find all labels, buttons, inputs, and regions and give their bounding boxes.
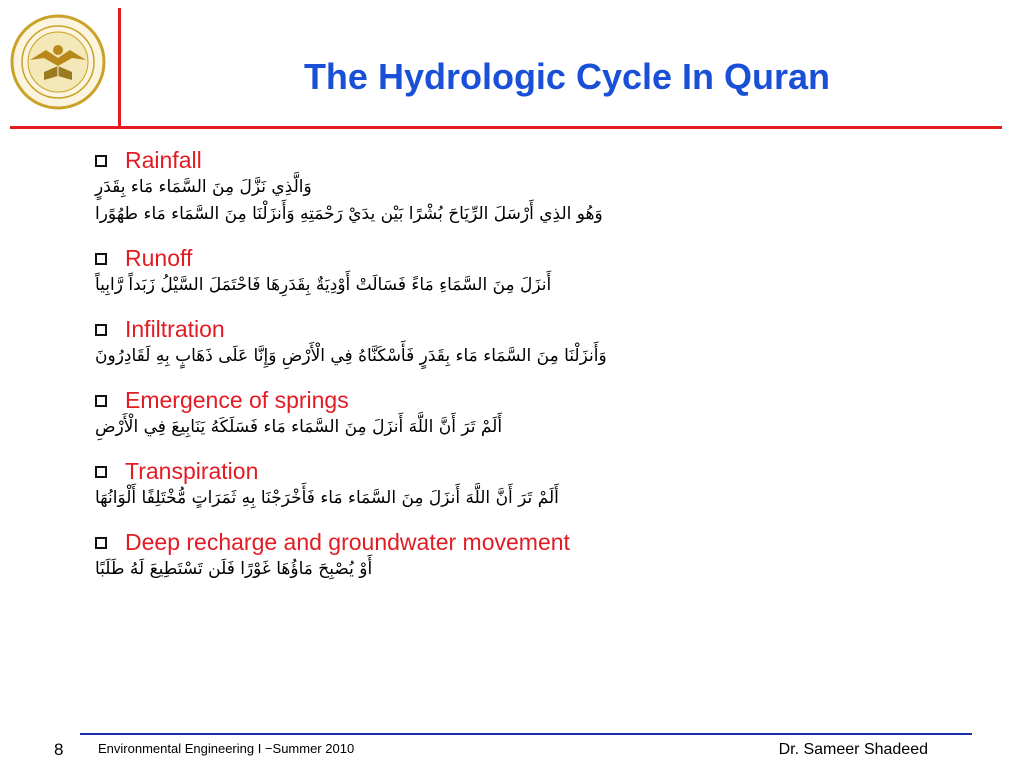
verse-text: وَأَنزَلْنَا مِنَ السَّمَاء مَاء بِقَدَرٍ فَأَسْكَنَّاهُ فِي الْأَرْضِ وَإِنَّا عَلَى ذَهَابٍ بِهِ لَقَادِرُونَ (95, 346, 607, 366)
heading-deep-recharge: Deep recharge and groundwater movement (125, 528, 570, 555)
heading-emergence-of-springs: Emergence of springs (125, 386, 349, 413)
verse-text: وَهُو الذِي أَرْسَلَ الرِّيَاحَ بُشْرًا بَيْن يدَيْ رَحْمَتِهِ وَأَنزَلْنَا مِنَ السَّمَاء مَاء طهُوًرا (95, 204, 603, 224)
footer-author: Dr. Sameer Shadeed (778, 741, 928, 758)
university-seal-icon (10, 14, 106, 110)
heading-rainfall: Rainfall (125, 146, 202, 173)
heading-runoff: Runoff (125, 244, 193, 271)
verse-text: أَوْ يُصْبِحَ مَاؤُهَا غَوْرًا فَلَن تَسْتَطِيعَ لَهُ طَلَبًا (95, 559, 373, 579)
checkbox-bullet-icon (95, 466, 107, 478)
list-item-deep-recharge (95, 528, 795, 583)
checkbox-bullet-icon (95, 155, 107, 167)
list-item-rainfall (95, 146, 795, 228)
list-item-heading (95, 146, 795, 174)
verse-text: أَنزَلَ مِنَ السَّمَاءِ مَاءً فَسَالَتْ أَوْدِيَةٌ بِقَدَرِهَا فَاحْتَمَلَ السَّيْلُ زَبَداً رَّابِياً (95, 275, 552, 295)
verse-text: أَلَمْ تَرَ أَنَّ اللَّهَ أَنزَلَ مِنَ السَّمَاء مَاء فَأَخْرَجْنَا بِهِ ثَمَرَاتٍ مُّخْتَلِفًا أَلْوَانُهَا (95, 488, 559, 508)
list-item-heading (95, 244, 795, 272)
slide-content (95, 146, 795, 599)
checkbox-bullet-icon (95, 324, 107, 336)
verse-text: وَالَّذِي نَزَّلَ مِنَ السَّمَاء مَاء بِقَدَرٍ (95, 177, 312, 197)
footer-course: Environmental Engineering I −Summer 2010 (98, 741, 355, 756)
list-item-infiltration (95, 315, 795, 370)
verse-text: أَلَمْ تَرَ أَنَّ اللَّهَ أَنزَلَ مِنَ السَّمَاء مَاء فَسَلَكَهُ يَنَابِيعَ فِي الْأَرْضِ (95, 417, 503, 437)
list-item-heading (95, 315, 795, 343)
list-item-transpiration (95, 457, 795, 512)
footer-rule (80, 733, 972, 735)
list-item-heading (95, 528, 795, 556)
header-horizontal-rule (10, 126, 1002, 129)
checkbox-bullet-icon (95, 537, 107, 549)
heading-transpiration: Transpiration (125, 457, 259, 484)
slide-title: The Hydrologic Cycle In Quran (303, 56, 831, 97)
heading-infiltration: Infiltration (125, 315, 225, 342)
list-item-runoff (95, 244, 795, 299)
page-number: 8 (54, 740, 64, 759)
list-item-springs (95, 386, 795, 441)
list-item-heading (95, 386, 795, 414)
checkbox-bullet-icon (95, 395, 107, 407)
checkbox-bullet-icon (95, 253, 107, 265)
list-item-heading (95, 457, 795, 485)
